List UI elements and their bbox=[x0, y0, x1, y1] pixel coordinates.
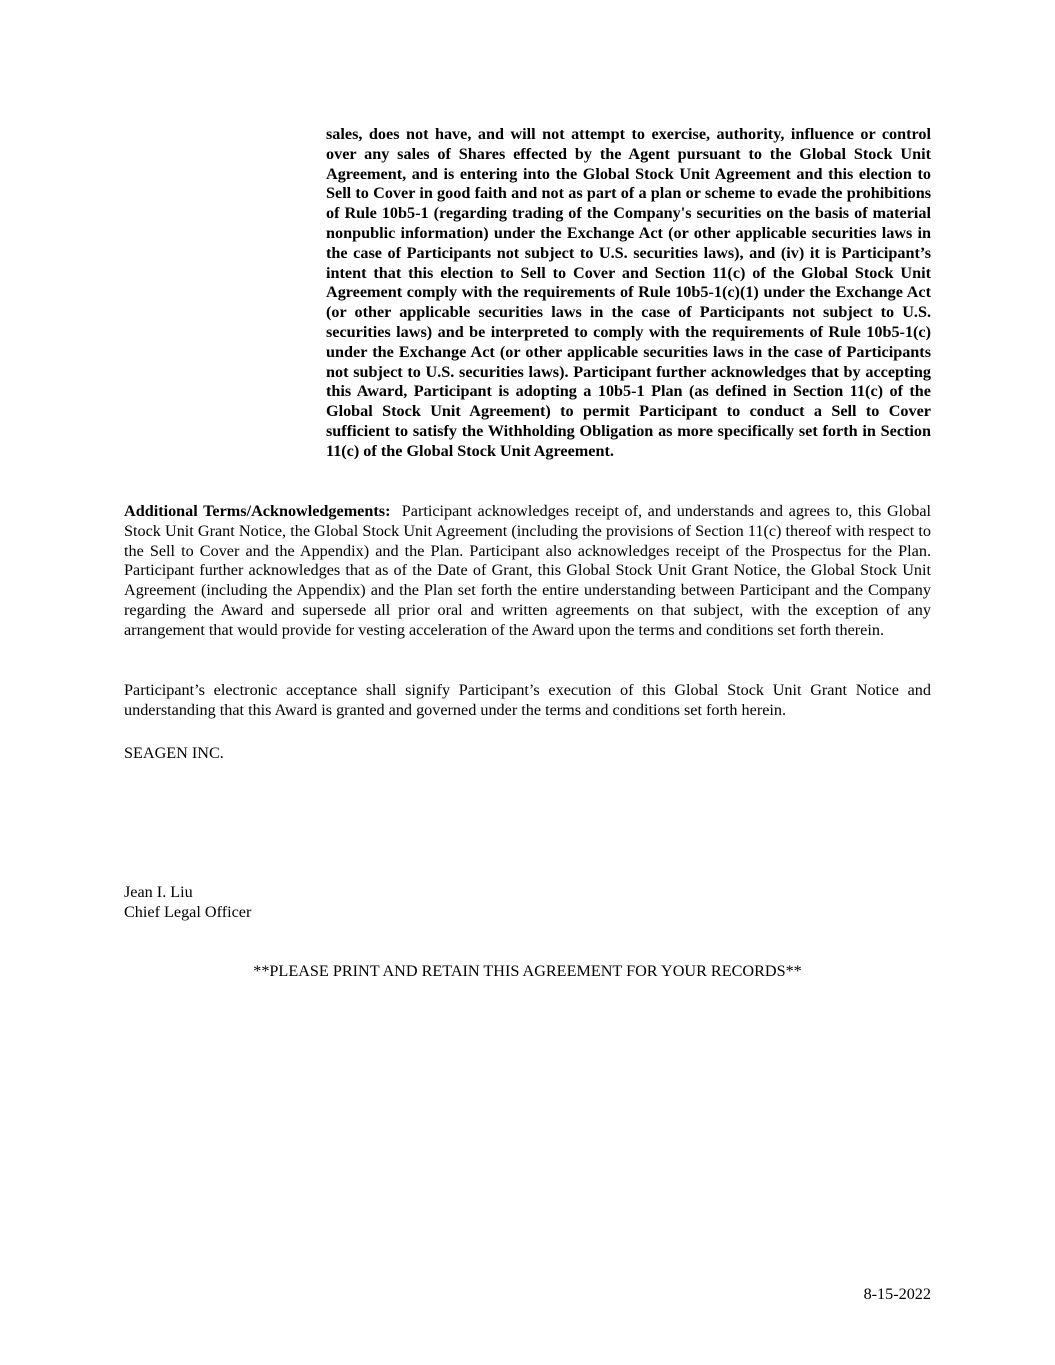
print-notice: **PLEASE PRINT AND RETAIN THIS AGREEMENT FOR YOUR RECORDS** bbox=[253, 962, 802, 980]
additional-terms-label: Additional Terms/Acknowledgements: bbox=[124, 502, 391, 520]
footer-date: 8-15-2022 bbox=[863, 1285, 931, 1303]
acceptance-paragraph: Participant’s electronic acceptance shall signify Participant’s execution of this Global Stock Unit Grant Notice and understanding that this Award is granted and governed under the terms and conditions set forth herein. bbox=[124, 681, 931, 719]
signature-block bbox=[124, 883, 251, 923]
signatory-title: Chief Legal Officer bbox=[124, 902, 252, 921]
additional-terms-paragraph bbox=[124, 502, 931, 641]
company-name: SEAGEN INC. bbox=[124, 744, 224, 762]
signatory-name: Jean I. Liu bbox=[124, 883, 193, 901]
sell-to-cover-clause: sales, does not have, and will not attempt to exercise, authority, influence or control over any sales of Shares effected by the Agent pursuant to the Global Stock Unit Agreement, and is entering into the Global Stock Unit Agreement and this election to Sell to Cover in good faith and not as part of a plan or scheme to evade the prohibitions of Rule 10b5-1 (regarding trading of the Company's securities on the basis of material nonpublic information) under the Exchange Act (or other applicable securities laws in the case of Participants not subject to U.S. securities laws), and (iv) it is Participant’s intent that this election to Sell to Cover and Section 11(c) of the Global Stock Unit Agreement comply with the requirements of Rule 10b5-1(c)(1) under the Exchange Act (or other applicable securities laws in the case of Participants not subject to U.S. securities laws) and be interpreted to comply with the requirements of Rule 10b5-1(c) under the Exchange Act (or other applicable securities laws in the case of Participants not subject to U.S. securities laws). Participant further acknowledges that by accepting this Award, Participant is adopting a 10b5-1 Plan (as defined in Section 11(c) of the Global Stock Unit Agreement) to permit Participant to conduct a Sell to Cover sufficient to satisfy the Withholding Obligation as more specifically set forth in Section 11(c) of the Global Stock Unit Agreement. bbox=[326, 125, 931, 460]
additional-terms-text: Participant acknowledges receipt of, and understands and agrees to, this Global Stock Unit Grant Notice, the Global Stock Unit Agreement (including the provisions of Section 11(c) thereof with respect to the Sell to Cover and the Appendix) and the Plan. Participant also acknowledges receipt of the Prospectus for the Plan. Participant further acknowledges that as of the Date of Grant, this Global Stock Unit Grant Notice, the Global Stock Unit Agreement (including the Appendix) and the Plan set forth the entire understanding between Participant and the Company regarding the Award and supersede all prior oral and written agreements on that subject, with the exception of any arrangement that would provide for vesting acceleration of the Award upon the terms and conditions set forth therein. bbox=[124, 502, 931, 639]
